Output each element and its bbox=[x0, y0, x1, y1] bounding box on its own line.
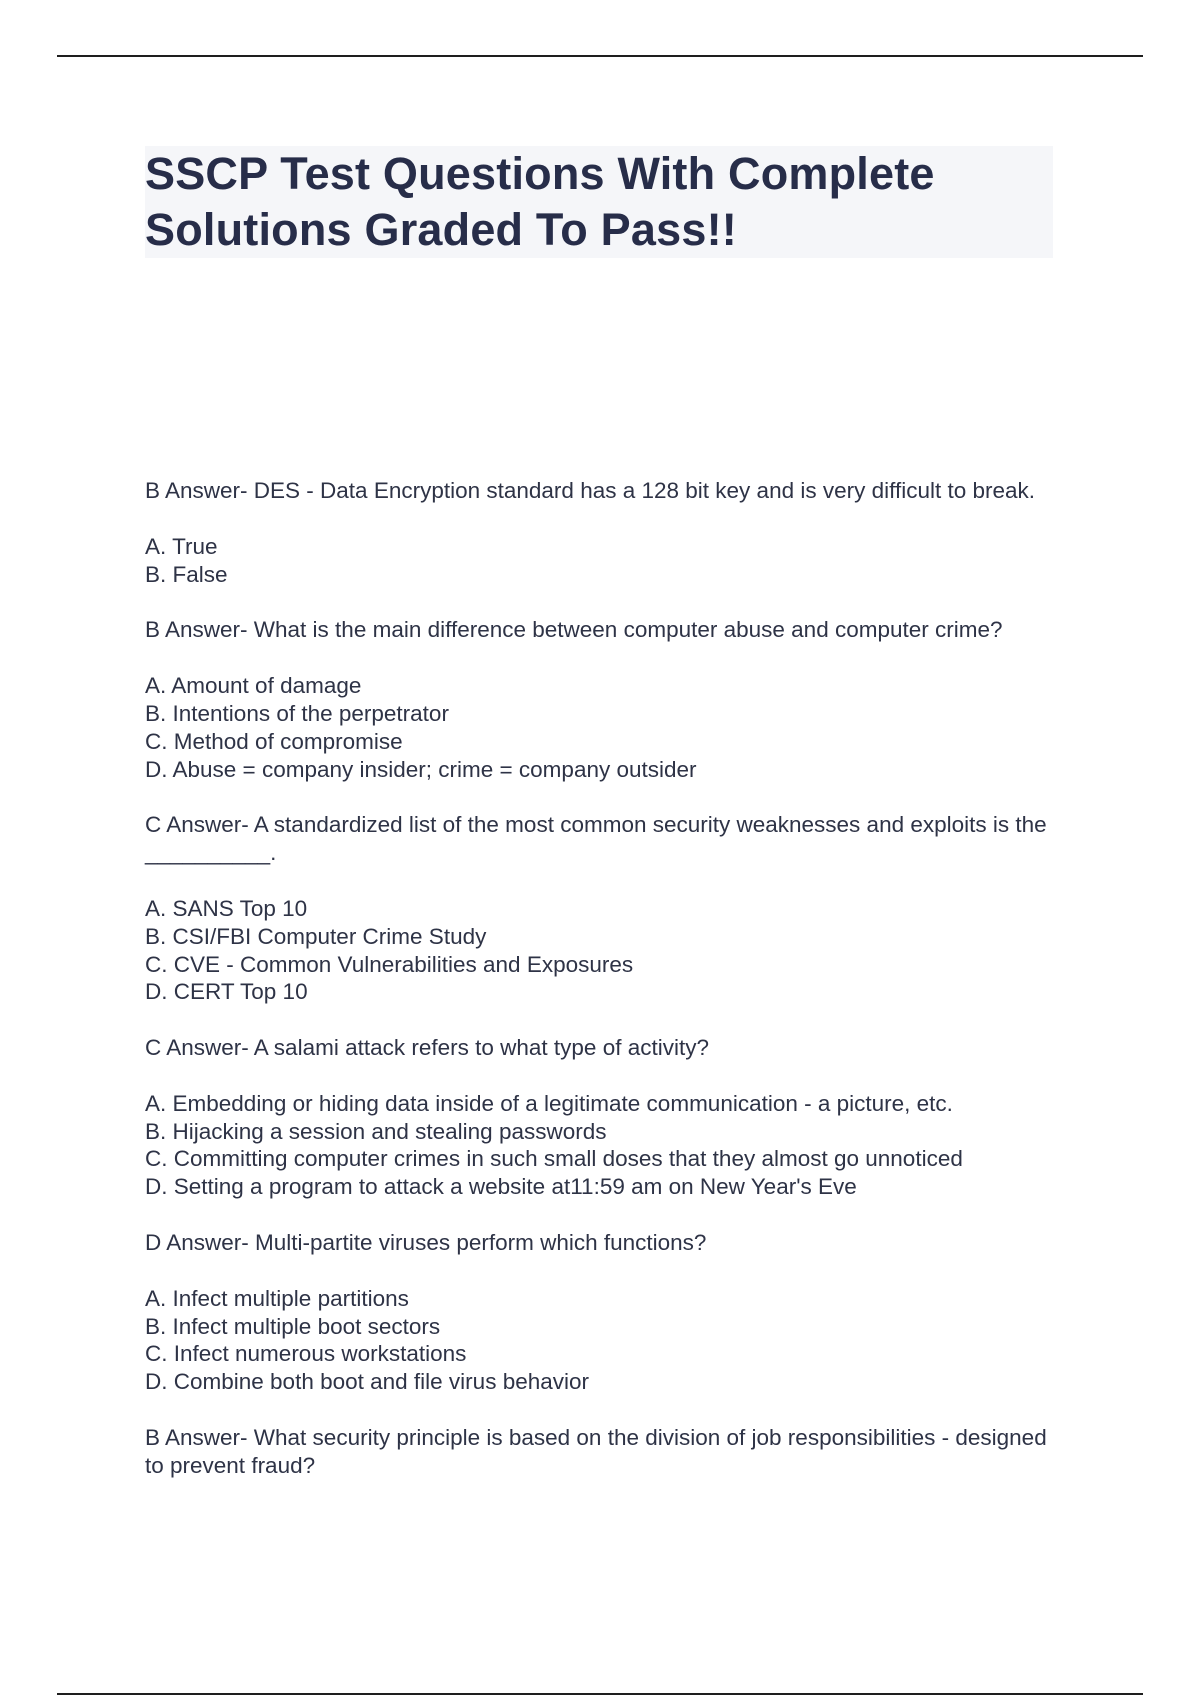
document-title: SSCP Test Questions With Complete Solutions Graded To Pass!! bbox=[145, 148, 935, 255]
option: C. Infect numerous workstations bbox=[145, 1341, 467, 1367]
option: A. SANS Top 10 bbox=[145, 896, 308, 922]
question-item bbox=[145, 616, 1065, 783]
option: B. CSI/FBI Computer Crime Study bbox=[145, 923, 487, 949]
option-list bbox=[145, 1285, 1065, 1396]
option: B. False bbox=[145, 561, 228, 587]
option: A. Amount of damage bbox=[145, 673, 362, 699]
question-text: B Answer- DES - Data Encryption standard has a 128 bit key and is very difficult to break. bbox=[145, 478, 1036, 503]
question-text: B Answer- What is the main difference between computer abuse and computer crime? bbox=[145, 617, 1003, 643]
page-bottom-rule bbox=[57, 1693, 1143, 1695]
page-top-rule bbox=[57, 55, 1143, 57]
option-list bbox=[145, 1090, 1065, 1201]
option-list bbox=[145, 533, 1065, 588]
option: D. Setting a program to attack a website at11:59 am on New Year's Eve bbox=[145, 1174, 857, 1200]
question-item bbox=[145, 1229, 1065, 1396]
option: B. Intentions of the perpetrator bbox=[145, 701, 449, 727]
question-item bbox=[145, 1424, 1065, 1480]
option-list bbox=[145, 672, 1065, 783]
question-list bbox=[145, 477, 1065, 1480]
option: C. Method of compromise bbox=[145, 728, 403, 754]
option: C. Committing computer crimes in such small doses that they almost go unnoticed bbox=[145, 1146, 963, 1172]
question-text: D Answer- Multi-partite viruses perform which functions? bbox=[145, 1229, 707, 1255]
option: C. CVE - Common Vulnerabilities and Exposures bbox=[145, 951, 634, 977]
question-text: C Answer- A salami attack refers to what type of activity? bbox=[145, 1035, 709, 1061]
option: D. Combine both boot and file virus behavior bbox=[145, 1368, 590, 1394]
option: A. Infect multiple partitions bbox=[145, 1285, 409, 1311]
option: D. Abuse = company insider; crime = company outsider bbox=[145, 756, 697, 782]
question-text: B Answer- What security principle is based on the division of job responsibilities - designed to prevent fraud? bbox=[145, 1424, 1047, 1478]
option: B. Infect multiple boot sectors bbox=[145, 1313, 441, 1339]
option: A. True bbox=[145, 534, 218, 559]
question-item bbox=[145, 811, 1065, 1006]
option: B. Hijacking a session and stealing passwords bbox=[145, 1118, 607, 1144]
title-block bbox=[145, 146, 1053, 258]
question-text: C Answer- A standardized list of the most common security weaknesses and exploits is the __________. bbox=[145, 812, 1047, 866]
option-list bbox=[145, 895, 1065, 1006]
question-item bbox=[145, 1034, 1065, 1201]
question-item bbox=[145, 477, 1065, 588]
option: A. Embedding or hiding data inside of a legitimate communication - a picture, etc. bbox=[145, 1091, 953, 1117]
option: D. CERT Top 10 bbox=[145, 979, 308, 1005]
